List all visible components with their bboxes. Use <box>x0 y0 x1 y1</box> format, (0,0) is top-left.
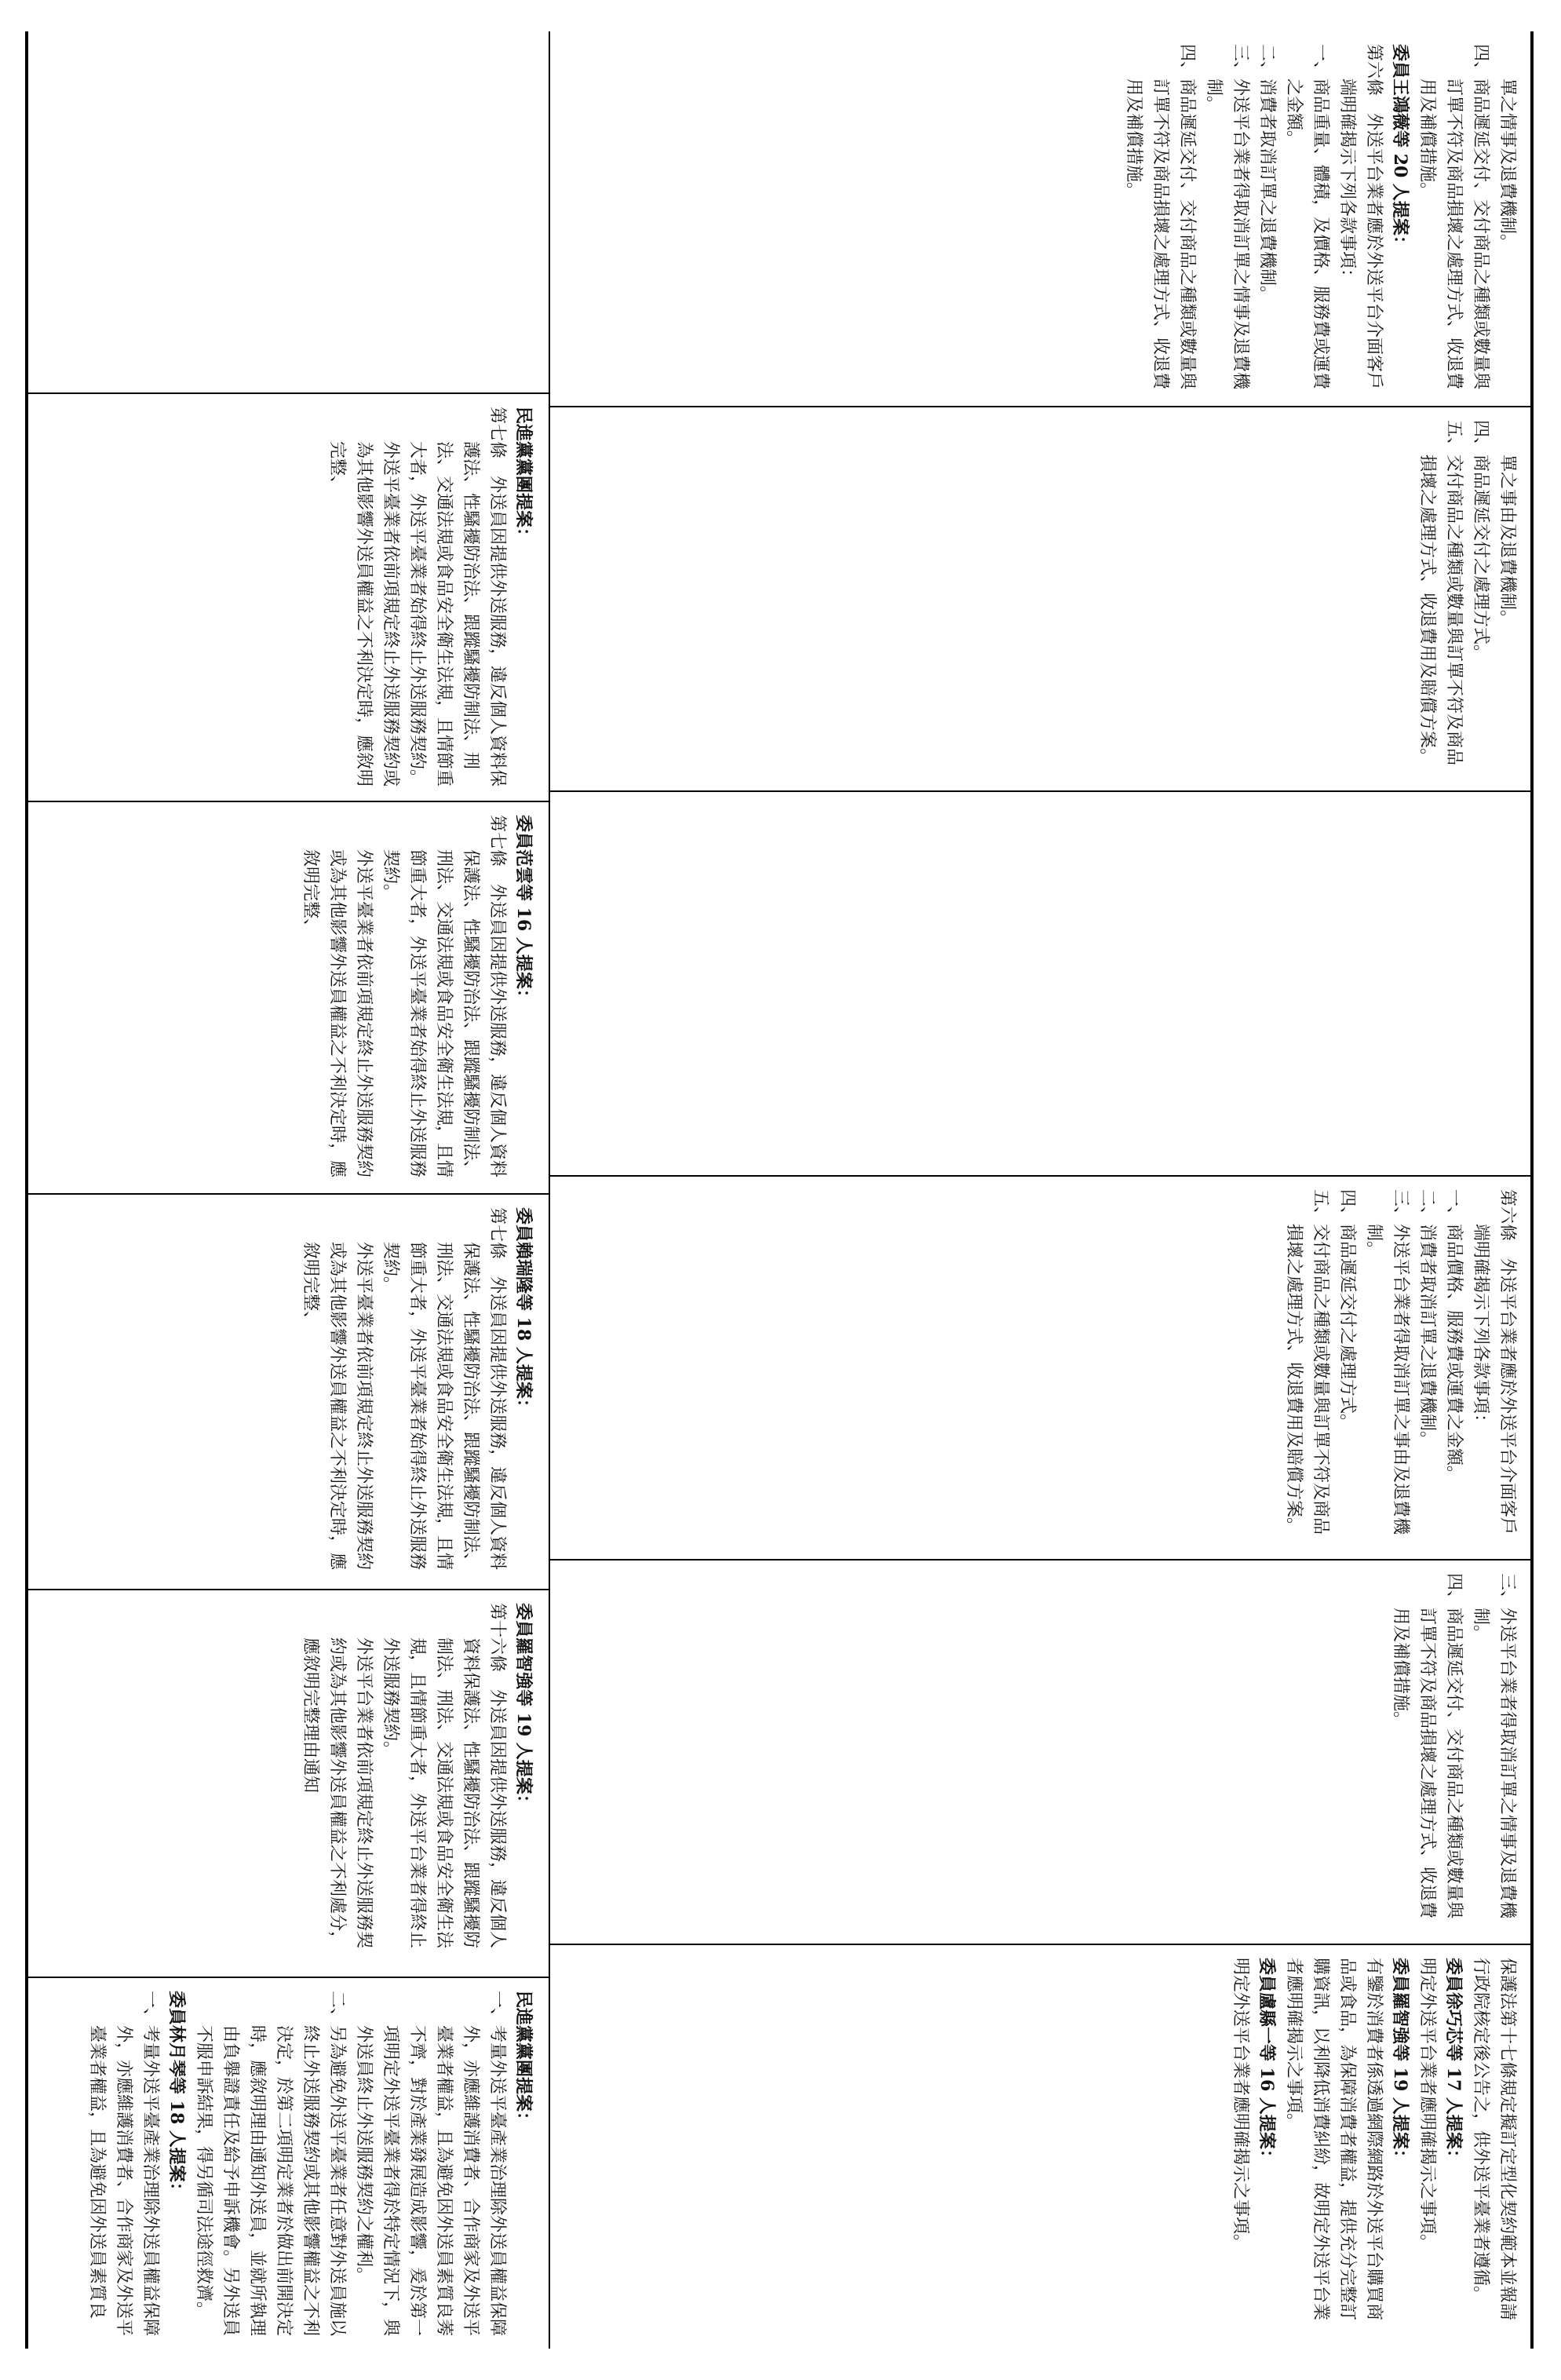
top-cell-5 <box>550 1561 1531 1944</box>
top-cell-4 <box>550 1177 1531 1559</box>
paragraph: 四、商品遲延交付、交付商品之種類或數量與訂單不符及商品損壞之處理方式、收退費用及補償措施。 <box>1417 44 1490 390</box>
paragraph: 一、考量外送平臺產業治理除外送員權益保障外，亦應維護消費者、合作商家及外送平臺業者權益，且為避免因外送員素質良莠不齊，對於產業發展造成影響，爰於第一項明定外送平臺業者得於特定情況下，與外送員終止外送服務契約之權利。 <box>354 1991 507 2337</box>
paragraph: 二、消費者取消訂單之退費機制。 <box>1257 44 1277 304</box>
paragraph: 明定外送平台業者應明確揭示之事項。 <box>1231 1958 1250 2252</box>
proposal-heading: 民進黨黨團提案： <box>513 407 534 546</box>
paragraph: 第六條 外送平台業者應於外送平台介面客戶端明確揭示下列各款事項： <box>1337 44 1384 390</box>
paragraph: 第十六條 外送員因提供外送服務，違反個人資料保護法、性騷擾防治法、跟蹤騷擾防制法、刑法、交通法規或食品安全衛生法規，且情節重大者，外送平台業者得終止外送服務契約。 <box>381 1603 507 1949</box>
paragraph: 一、考量外送平臺產業治理除外送員權益保障外，亦應維護消費者、合作商家及外送平臺業者權益，且為避免因外送員素質良 <box>87 1991 160 2337</box>
paragraph: 五、交付商品之種類或數量與訂單不符及商品損壞之處理方式、收退費用及賠償方案。 <box>1417 420 1464 766</box>
top-cell-2 <box>550 407 1531 790</box>
bottom-cell-5 <box>28 1590 548 1977</box>
top-cell-1 <box>550 31 1531 406</box>
paragraph: 三、外送平台業者得取消訂單之情事及退費機制。 <box>1471 1573 1517 1919</box>
bottom-cell-4 <box>28 1195 548 1589</box>
paragraph: 明定外送平台業者應明確揭示之事項。 <box>1417 1958 1437 2252</box>
paragraph: 保護法第十七條規定擬訂定型化契約範本並報請行政院核定後公告之，供外送平臺業者遵循。 <box>1471 1958 1517 2321</box>
paragraph: 二、消費者取消訂單之退費機制。 <box>1417 1189 1437 1449</box>
proposal-heading: 委員盧縣一等 16 人提案： <box>1256 1958 1277 2166</box>
proposal-heading: 委員王鴻薇等 20 人提案： <box>1390 44 1410 253</box>
paragraph: 三、外送平台業者得取消訂單之事由及退費機制。 <box>1364 1189 1410 1535</box>
proposal-heading: 委員徐巧芯等 17 人提案： <box>1443 1958 1464 2166</box>
paragraph: 四、商品遲延交付、交付商品之種類或數量與訂單不符及商品損壞之處理方式、收退費用及補償措施。 <box>1391 1573 1464 1919</box>
paragraph: 第七條 外送員因提供外送服務，違反個人資料保護法、性騷擾防治法、跟蹤騷擾防制法、刑法、交通法規或食品安全衛生法規，且情節重大者，外送平臺業者始得終止外送服務契約。 <box>381 815 507 1178</box>
paragraph: 外送平臺業者依前項規定終止外送服務契約或為其他影響外送員權益之不利決定時，應敘明完整、 <box>301 1242 374 1571</box>
proposal-heading: 委員羅智強等 19 人提案： <box>1390 1958 1410 2166</box>
proposal-heading: 委員林月琴等 18 人提案： <box>166 1991 187 2199</box>
paragraph: 有鑒於消費者係透過網際網路於外送平台購買商品或食品，為保障消費者權益，提供充分完整訂購資訊，以利降低消費糾紛，故明定外送平台業者應明確揭示之事項。 <box>1284 1958 1384 2321</box>
paragraph: 外送平臺業者依前項規定終止外送服務契約或為其他影響外送員權益之不利決定時，應敘明完整、 <box>301 849 374 1178</box>
paragraph: 四、商品遲延交付、交付商品之種類或數量與訂單不符及商品損壞之處理方式、收退費用及補償措施。 <box>1124 44 1197 390</box>
paragraph: 三、外送平台業者得取消訂單之情事及退費機制。 <box>1204 44 1250 390</box>
paragraph: 單之情事及退費機制。 <box>1497 78 1517 252</box>
paragraph: 五、交付商品之種類或數量與訂單不符及商品損壞之處理方式、收退費用及賠償方案。 <box>1284 1189 1330 1535</box>
proposal-heading: 民進黨黨團提案： <box>513 1991 534 2130</box>
top-cell-6 <box>550 1945 1531 2349</box>
paragraph: 四、商品遲延交付之處理方式。 <box>1337 1189 1357 1432</box>
paragraph: 單之事由及退費機制。 <box>1497 454 1517 628</box>
proposal-heading: 委員賴瑞隆等 18 人提案： <box>513 1207 534 1416</box>
paragraph: 第七條 外送員因提供外送服務，違反個人資料保護法、性騷擾防治法、跟蹤騷擾防制法、刑法、交通法規或食品安全衛生法規，且情節重大者，外送平臺業者始得終止外送服務契約。 <box>407 407 507 787</box>
paragraph: 二、另為避免外送平臺業者任意對外送員施以終止外送服務契約或其他影響權益之不利決定，於第二項明定業者於做出前開決定時，應敘明理由通知外送員，並就所執理由負舉證責任及給予申訴機會。另外送員不服申訴結果，得另循司法途徑救濟。 <box>194 1991 347 2337</box>
bottom-cell-3 <box>28 802 548 1193</box>
bottom-cell-2 <box>28 394 548 801</box>
paragraph: 外送平臺業者依前項規定終止外送服務契約或為其他影響外送員權益之不利決定時，應敘明完整、 <box>327 441 400 787</box>
bottom-cell-1 <box>28 31 548 392</box>
bottom-cell-6 <box>28 1978 548 2349</box>
paragraph: 四、商品遲延交付之處理方式。 <box>1471 420 1490 663</box>
paragraph: 第六條 外送平台業者應於外送平台介面客戶端明確揭示下列各款事項： <box>1471 1189 1517 1535</box>
paragraph: 第七條 外送員因提供外送服務，違反個人資料保護法、性騷擾防治法、跟蹤騷擾防制法、刑法、交通法規或食品安全衛生法規，且情節重大者，外送平臺業者始得終止外送服務契約。 <box>381 1207 507 1571</box>
paragraph: 一、商品重量、體積，及價格、服務費或運費之金額。 <box>1284 44 1330 390</box>
paragraph: 外送平台業者依前項規定終止外送服務契約或為其他影響外送員權益之不利處分，應敘明完整理由通知 <box>301 1637 374 1949</box>
paragraph: 一、商品價格、服務費或運費之金額。 <box>1444 1189 1464 1484</box>
proposal-heading: 委員羅智強等 19 人提案： <box>513 1603 534 1812</box>
proposal-heading: 委員范雲等 16 人提案： <box>513 815 534 1006</box>
top-cell-3 <box>550 792 1531 1175</box>
